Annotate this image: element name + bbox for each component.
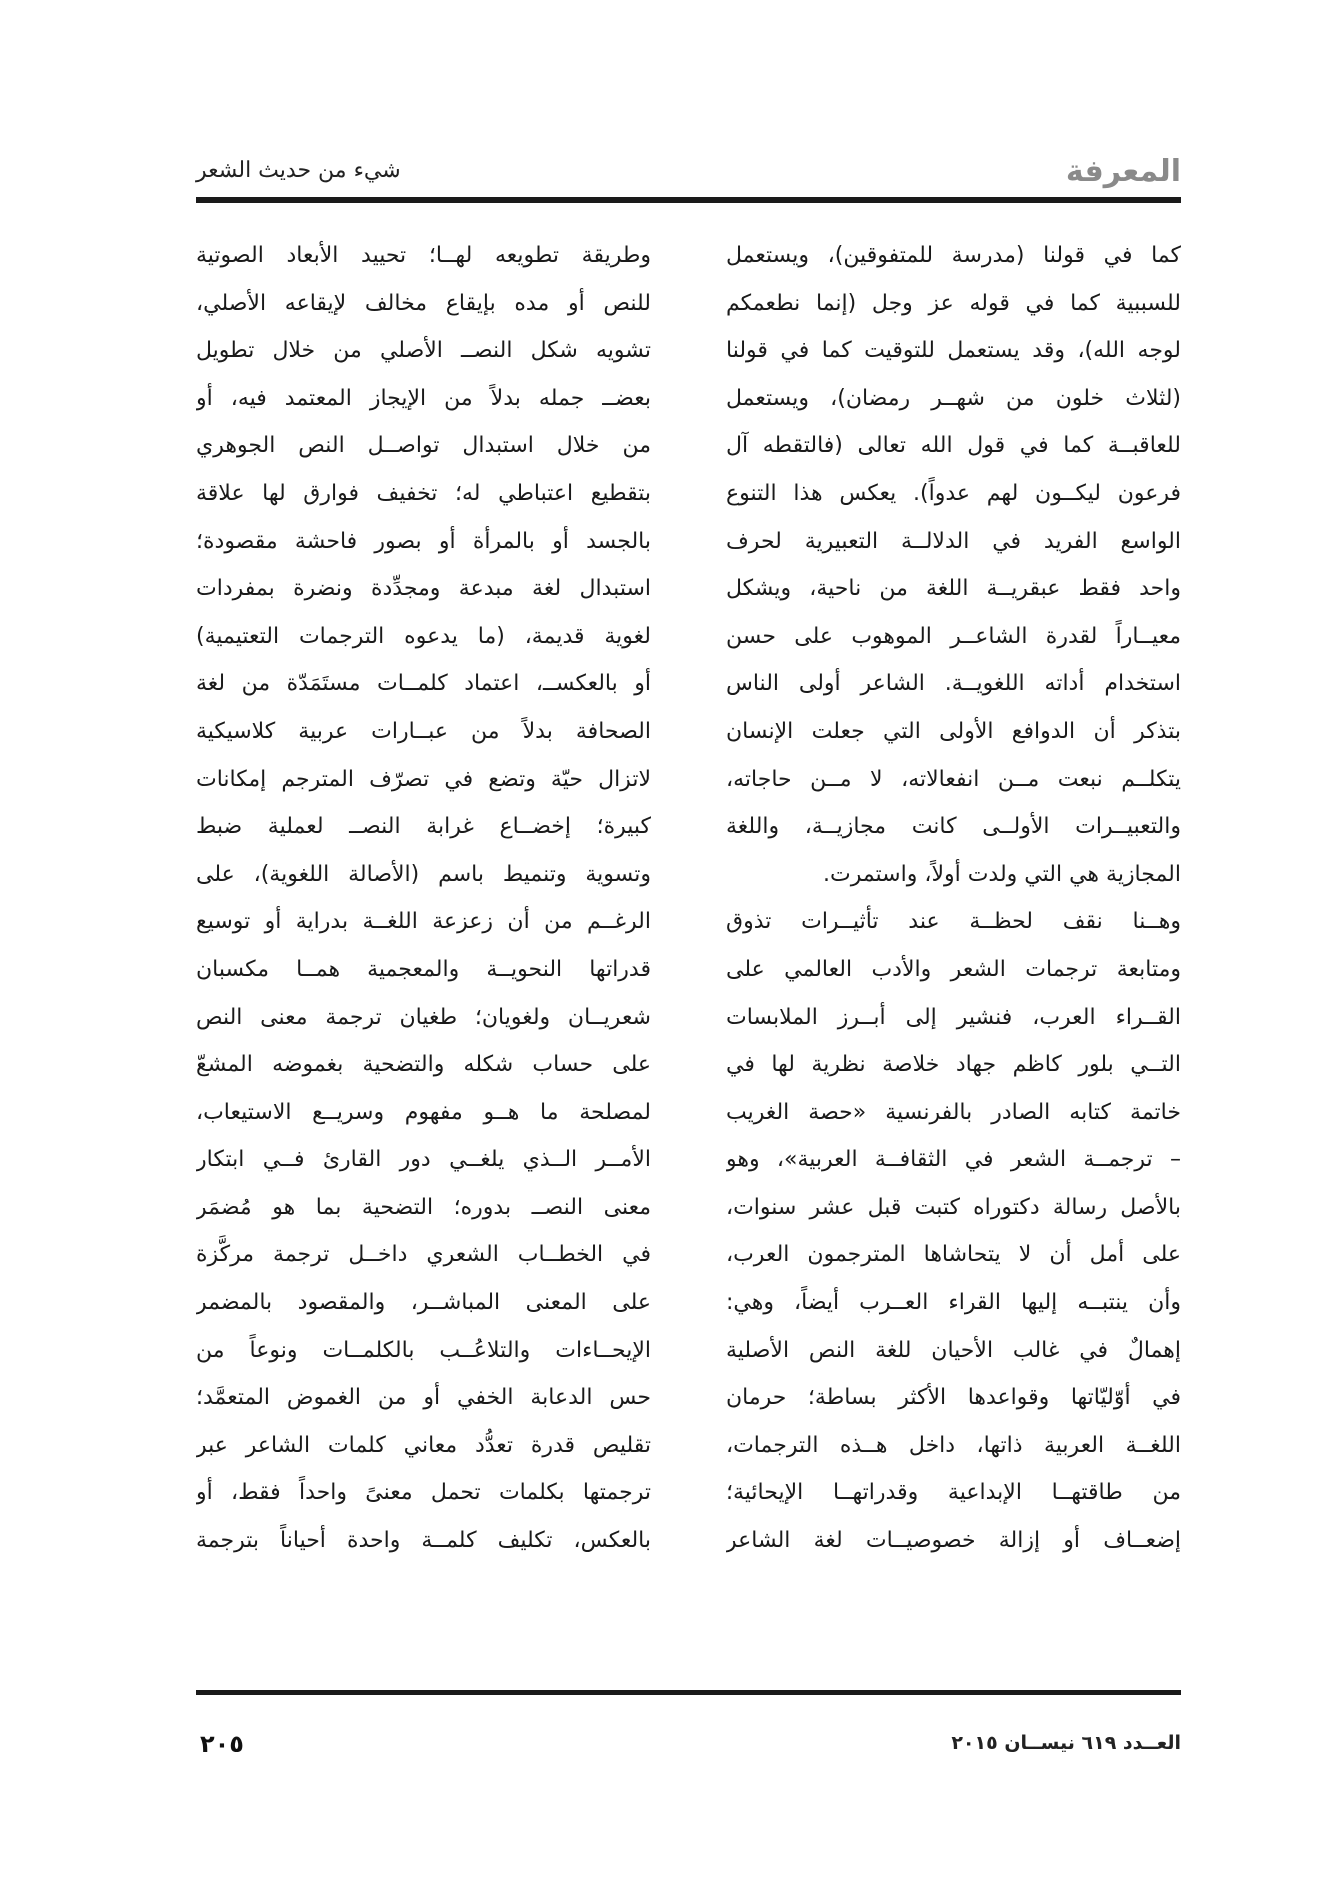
text-line: التــي بلور كاظم جهاد خلاصة نظرية لها في (726, 1052, 1181, 1078)
text-line: فرعون ليكــون لهم عدواً). يعكس هذا التنوع (726, 480, 1181, 506)
text-column-right (726, 232, 1181, 1672)
text-line: القــراء العرب، فنشير إلى أبــرز الملابسات (726, 1004, 1181, 1030)
text-line: خاتمة كتابه الصادر بالفرنسية «حصة الغريب (726, 1099, 1181, 1125)
text-line: الرغــم من أن زعزعة اللغــة بدراية أو توسيع (196, 909, 651, 935)
text-line: للعاقبــة كما في قول الله تعالى (فالتقطه آل (726, 433, 1181, 459)
text-line: من خلال استبدال تواصــل النص الجوهري (196, 433, 651, 459)
text-line: المجازية هي التي ولدت أولاً، واستمرت. (822, 861, 1181, 887)
text-line: الصحافة بدلاً من عبــارات عربية كلاسيكية (196, 718, 651, 744)
text-line: بعضــ جمله بدلاً من الإيجاز المعتمد فيه، أو (196, 385, 651, 411)
text-line: وهــنا نقف لحظــة عند تأثيــرات تذوق (726, 909, 1181, 935)
text-line: على أمل أن لا يتحاشاها المترجمون العرب، (726, 1242, 1181, 1268)
text-line: للسببية كما في قوله عز وجل (إنما نطعمكم (726, 290, 1181, 316)
footer-rule (196, 1690, 1181, 1695)
text-line: معيــاراً لقدرة الشاعــر الموهوب على حسن (726, 623, 1181, 649)
text-line: لغوية قديمة، (ما يدعوه الترجمات التعتيمية) (196, 623, 651, 649)
text-line: بتذكر أن الدوافع الأولى التي جعلت الإنسان (726, 718, 1181, 744)
text-line: الواسع الفريد في الدلالــة التعبيرية لحرف (726, 528, 1181, 554)
text-line: الإيحــاءات والتلاعُــب بالكلمــات ونوعاً من (196, 1337, 651, 1363)
text-line: تقليص قدرة تعدُّد معاني كلمات الشاعر عبر (196, 1432, 651, 1458)
text-line: لاتزال حيّة وتضع في تصرّف المترجم إمكانات (196, 766, 651, 792)
text-line: أو بالعكســ، اعتماد كلمــات مستَمَدّة من لغة (196, 671, 651, 697)
text-line: من طاقتهــا الإبداعية وقدراتهــا الإيحائية؛ (726, 1480, 1181, 1506)
text-line: – ترجمــة الشعر في الثقافــة العربية»، وهو (726, 1147, 1181, 1173)
magazine-logo: المعرفة (1065, 154, 1181, 189)
text-line: وأن ينتبــه إليها القراء العــرب أيضاً، وهي: (726, 1290, 1181, 1316)
page-footer (196, 1728, 1181, 1768)
text-line: في أوّليّاتها وقواعدها الأكثر بساطة؛ حرمان (726, 1385, 1181, 1411)
text-line: بالعكس، تكليف كلمــة واحدة أحياناً بترجمة (196, 1528, 651, 1554)
text-line: اللغــة العربية ذاتها، داخل هــذه الترجمات، (726, 1432, 1181, 1458)
text-line: (لثلاث خلون من شهــر رمضان)، ويستعمل (726, 385, 1181, 411)
text-line: إهمالٌ في غالب الأحيان للغة النص الأصلية (726, 1337, 1181, 1363)
page-number: ٢٠٥ (200, 1730, 244, 1758)
text-line: بالأصل رسالة دكتوراه كتبت قبل عشر سنوات، (726, 1194, 1181, 1220)
text-line: وطريقة تطويعه لهــا؛ تحييد الأبعاد الصوتية (196, 243, 651, 268)
text-line: استخدام أداته اللغويــة. الشاعر أولى الناس (726, 671, 1181, 697)
text-line: إضعــاف أو إزالة خصوصيــات لغة الشاعر (726, 1528, 1181, 1554)
text-line: في الخطــاب الشعري داخــل ترجمة مركَّزة (196, 1242, 651, 1268)
text-line: للنص أو مده بإيقاع مخالف لإيقاعه الأصلي، (196, 290, 651, 316)
text-line: تشويه شكل النصــ الأصلي من خلال تطويل (196, 338, 651, 364)
text-line: على حساب شكله والتضحية بغموضه المشعّ (196, 1052, 651, 1078)
text-line: يتكلــم نبعت مــن انفعالاته، لا مــن حاجاته، (726, 766, 1181, 792)
text-line: قدراتها النحويــة والمعجمية همــا مكسبان (196, 956, 651, 982)
text-line: بتقطيع اعتباطي له؛ تخفيف فوارق لها علاقة (196, 480, 651, 506)
text-line: ترجمتها بكلمات تحمل معنىً واحداً فقط، أو (196, 1480, 651, 1506)
text-line: والتعبيــرات الأولــى كانت مجازيــة، واللغة (726, 814, 1181, 840)
issue-info: العــدد ٦١٩ نيســان ٢٠١٥ (951, 1732, 1181, 1754)
text-line: شعريــان ولغويان؛ طغيان ترجمة معنى النص (196, 1004, 651, 1030)
text-line: كبيرة؛ إخضــاع غرابة النصــ لعملية ضبط (196, 814, 651, 840)
running-title: شيء من حديث الشعر (196, 158, 401, 183)
text-line: استبدال لغة مبدعة ومجدِّدة ونضرة بمفردات (196, 576, 651, 602)
text-line: حس الدعابة الخفي أو من الغموض المتعمَّد؛ (196, 1385, 651, 1411)
text-line: واحد فقط عبقريــة اللغة من ناحية، ويشكل (726, 576, 1181, 602)
text-column-left (196, 232, 651, 1672)
text-line: لوجه الله)، وقد يستعمل للتوقيت كما في قولنا (726, 338, 1181, 364)
page-header (196, 150, 1181, 200)
text-line: على المعنى المباشــر، والمقصود بالمضمر (196, 1290, 651, 1316)
text-line: كما في قولنا (مدرسة للمتفوقين)، ويستعمل (726, 243, 1181, 268)
text-line: لمصلحة ما هــو مفهوم وسريــع الاستيعاب، (196, 1099, 651, 1125)
header-rule (196, 197, 1181, 203)
text-line: الأمــر الــذي يلغــي دور القارئ فــي ابتكار (196, 1147, 651, 1173)
text-line: معنى النصــ بدوره؛ التضحية بما هو مُضمَر (196, 1194, 651, 1220)
text-line: ومتابعة ترجمات الشعر والأدب العالمي على (726, 956, 1181, 982)
text-line: وتسوية وتنميط باسم (الأصالة اللغوية)، على (196, 861, 651, 887)
text-line: بالجسد أو بالمرأة أو بصور فاحشة مقصودة؛ (196, 528, 651, 554)
